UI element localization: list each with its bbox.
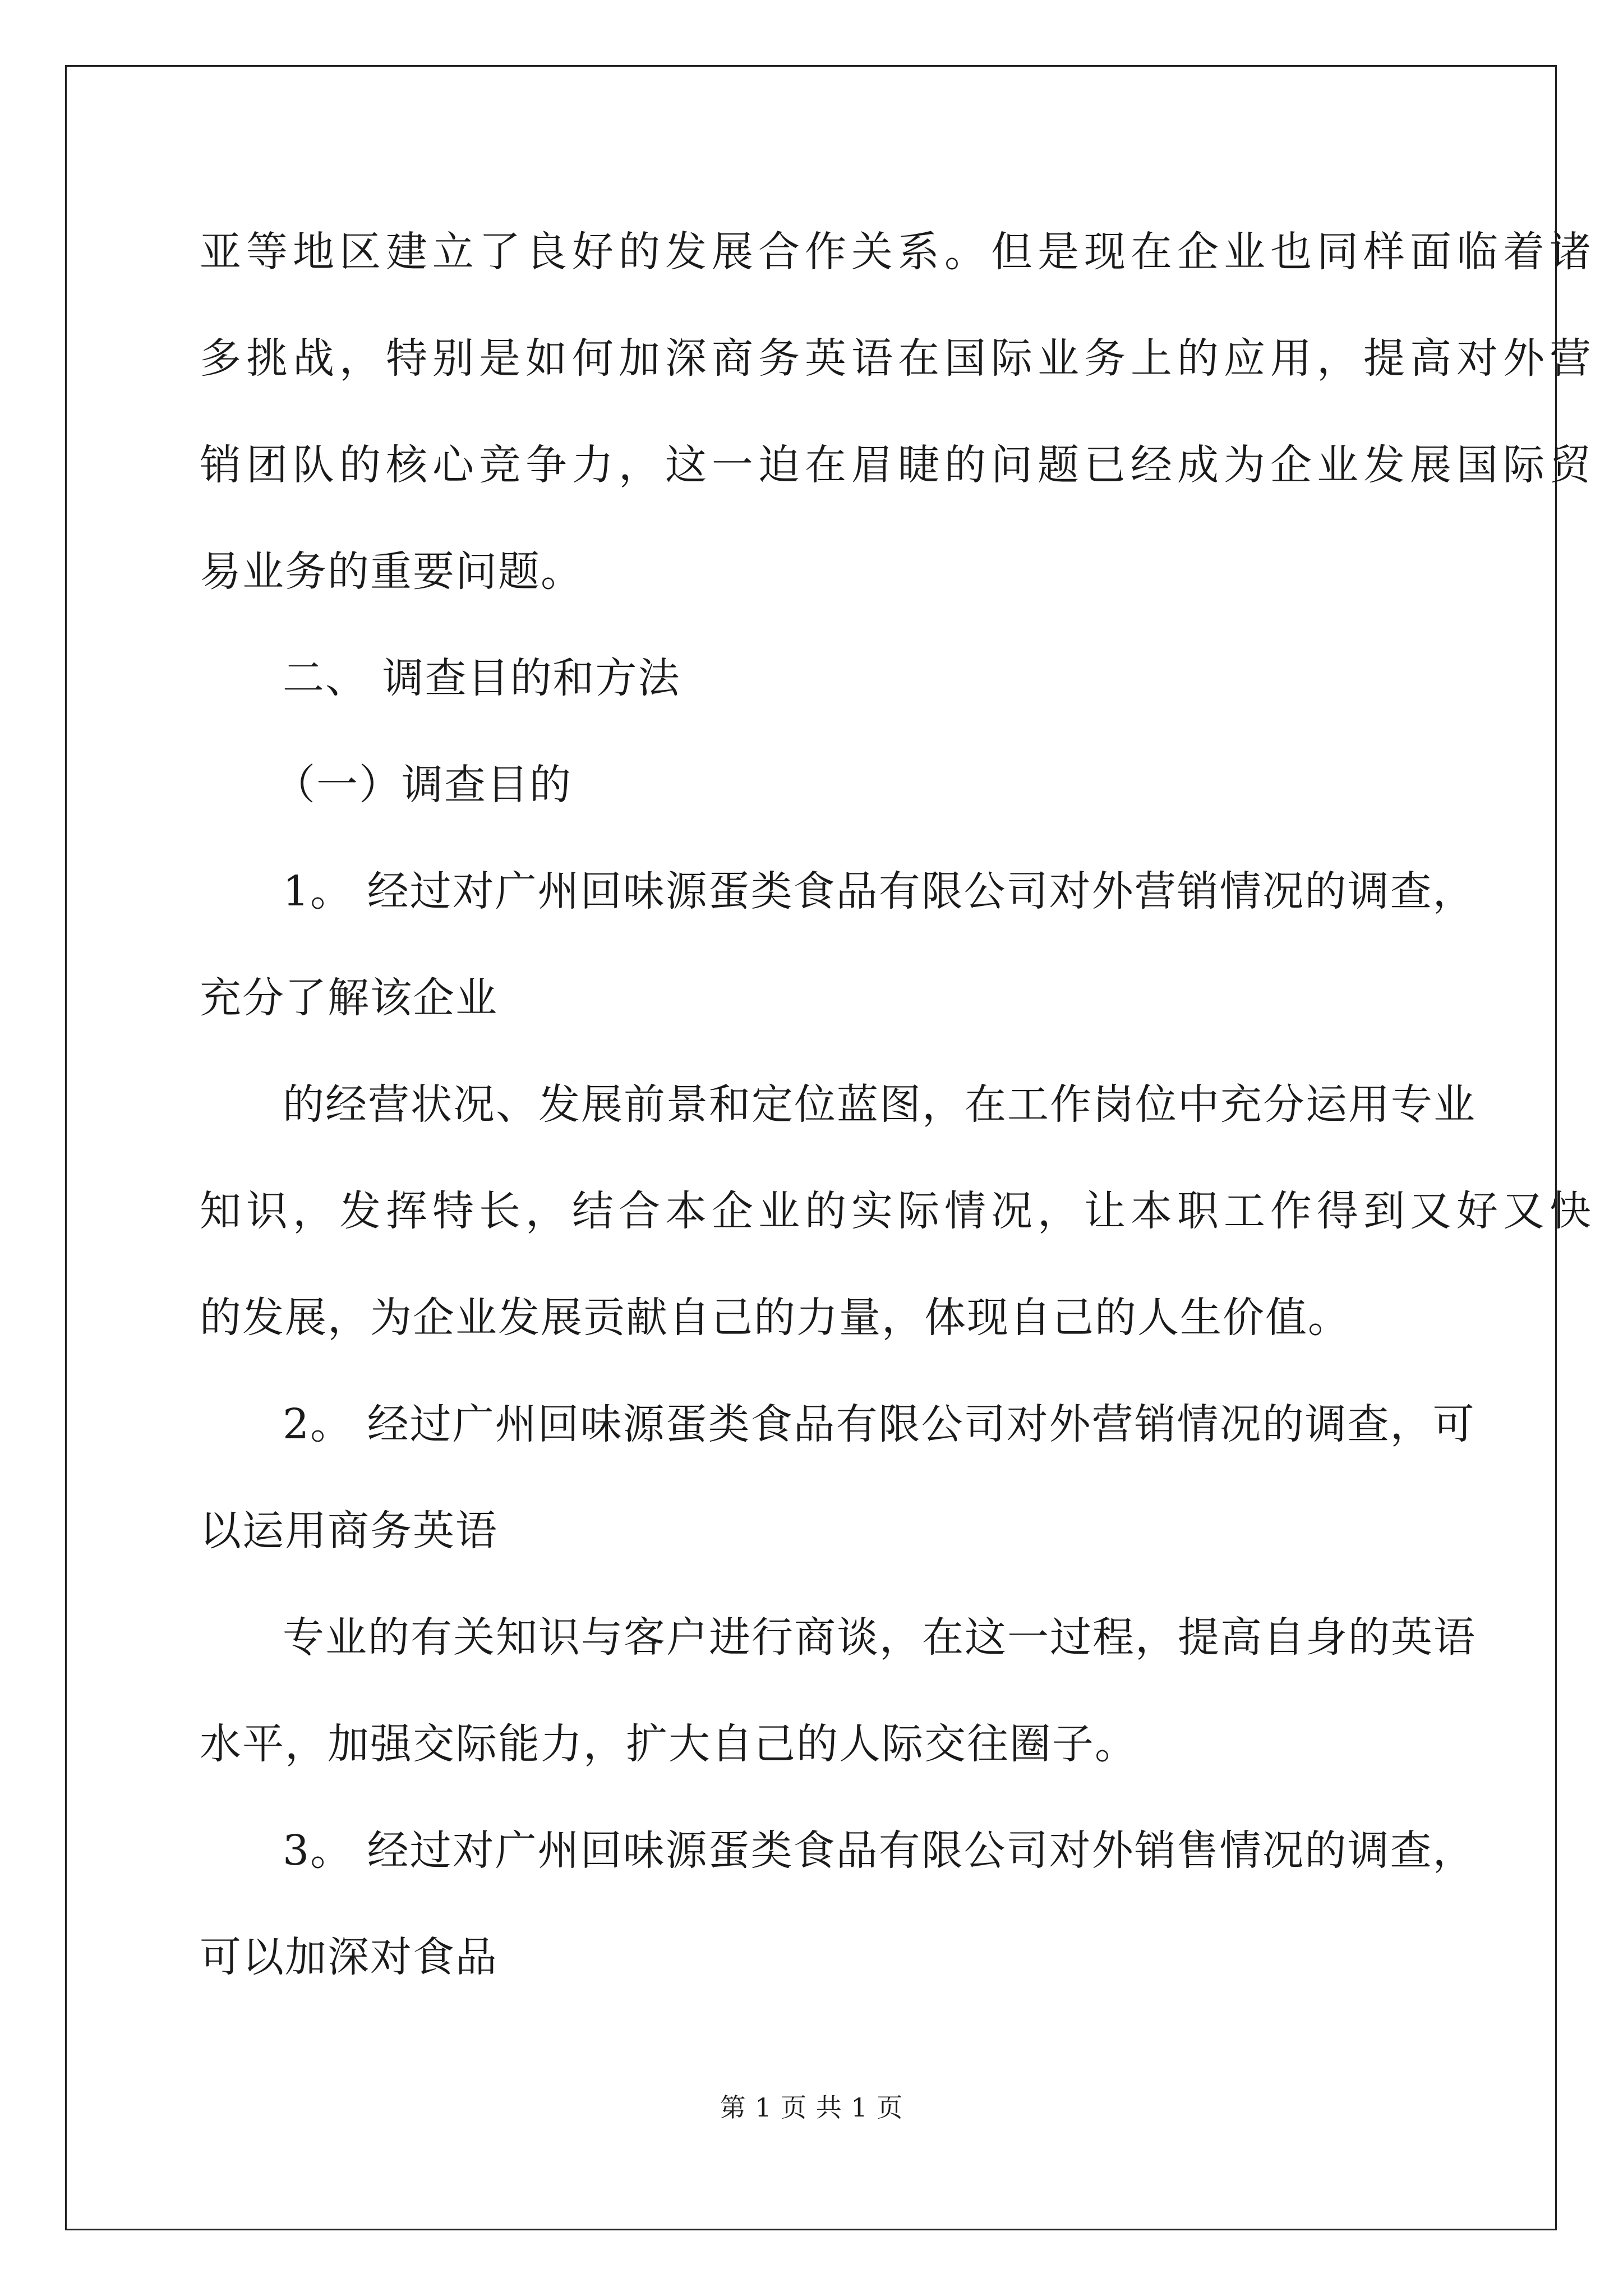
text-line: 知识，发挥特长，结合本企业的实际情况，让本职工作得到又好又快 [200, 1187, 1596, 1235]
text-line: 的经营状况、发展前景和定位蓝图，在工作岗位中充分运用专业 [283, 1080, 1476, 1129]
text-line: 以运用商务英语 [200, 1507, 498, 1555]
text-line: 3。 经过对广州回味源蛋类食品有限公司对外销售情况的调查， [283, 1826, 1476, 1875]
subsection-heading: （一）调查目的 [274, 761, 572, 809]
text-line: 1。 经过对广州回味源蛋类食品有限公司对外营销情况的调查， [283, 867, 1476, 915]
section-heading: 二、 调查目的和方法 [283, 654, 681, 702]
text-line: 2。 经过广州回味源蛋类食品有限公司对外营销情况的调查，可 [283, 1400, 1476, 1448]
text-line: 多挑战，特别是如何加深商务英语在国际业务上的应用，提高对外营 [200, 334, 1596, 383]
text-line: 可以加深对食品 [200, 1933, 498, 1981]
text-line: 亚等地区建立了良好的发展合作关系。但是现在企业也同样面临着诸 [200, 228, 1596, 276]
page-border [65, 65, 1557, 2230]
text-line: 销团队的核心竞争力，这一迫在眉睫的问题已经成为企业发展国际贸 [200, 441, 1596, 489]
text-line: 充分了解该企业 [200, 974, 498, 1022]
text-line: 水平，加强交际能力，扩大自己的人际交往圈子。 [200, 1720, 1137, 1768]
page-footer: 第 1 页 共 1 页 [720, 2092, 903, 2123]
text-line: 易业务的重要问题。 [200, 547, 583, 596]
text-line: 的发展，为企业发展贡献自己的力量，体现自己的人生价值。 [200, 1294, 1350, 1342]
text-line: 专业的有关知识与客户进行商谈，在这一过程，提高自身的英语 [283, 1613, 1476, 1662]
